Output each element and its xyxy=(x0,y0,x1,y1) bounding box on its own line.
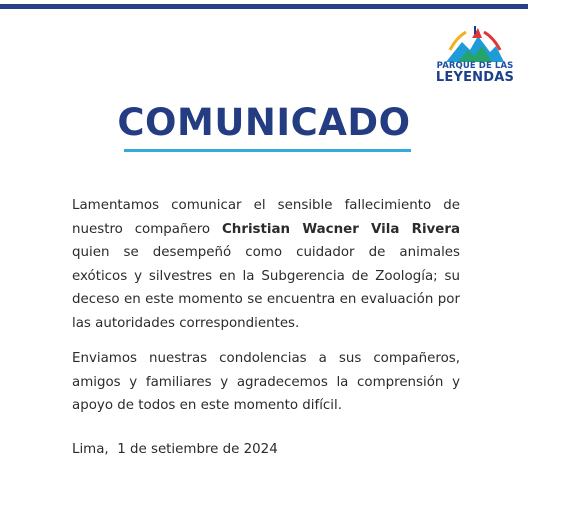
top-accent-bar xyxy=(0,4,528,9)
logo-mountain-icon xyxy=(444,24,506,64)
paragraph-announcement-intro: Lamentamos comunicar el sensible fallecimiento de nuestro compañero xyxy=(72,198,460,237)
paragraph-announcement-rest: quien se desempeñó como cuidador de animales exóticos y silvestres en la Subgerencia de Zoología; su deceso en este momento se encuentra en evaluación por las autoridades correspondientes. xyxy=(72,245,460,331)
title-underline xyxy=(124,149,411,152)
paragraph-condolences: Enviamos nuestras condolencias a sus compañeros, amigos y familiares y agradecemos la comprensión y apoyo de todos en este momento difícil. xyxy=(72,351,460,414)
paragraph-announcement xyxy=(72,194,460,336)
deceased-name: Christian Wacner Vila Rivera xyxy=(221,221,461,237)
logo-text-line1: PARQUE DE LAS xyxy=(436,61,514,71)
logo-text-line2: LEYENDAS xyxy=(435,70,515,85)
date-line: Lima, 1 de setiembre de 2024 xyxy=(72,442,278,457)
parque-de-las-leyendas-logo xyxy=(430,24,522,90)
page-title: COMUNICADO xyxy=(117,101,411,144)
